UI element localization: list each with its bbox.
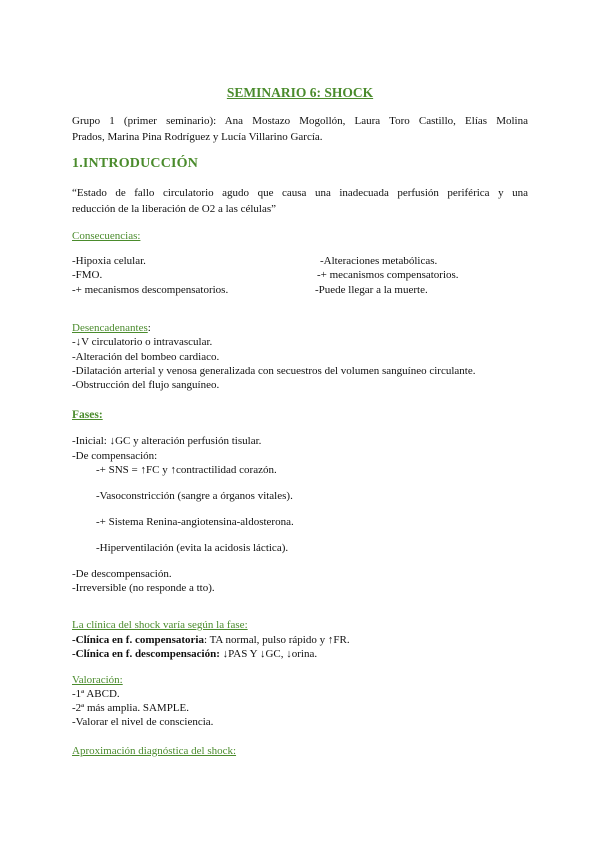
fases-heading: Fases: [72, 409, 103, 421]
fase-descompensacion: -De descompensación. [72, 568, 172, 580]
definition-quote-line-2: reducción de la liberación de O2 a las células” [72, 203, 277, 215]
clinica-descompensacion: -Clínica en f. descompensación: ↓PAS Y ↓GC, ↓orina. [72, 648, 318, 660]
definition-quote-line-1: “Estado de fallo circulatorio agudo que causa una inadecuada perfusión periférica y una [72, 187, 528, 199]
consecuencia-item: -Hipoxia celular. [72, 255, 146, 267]
consecuencia-item: -Puede llegar a la muerte. [315, 284, 428, 296]
desencadenante-item: -Dilatación arterial y venosa generalizada con secuestros del volumen sanguíneo circulante. [72, 365, 476, 377]
fase-sub-item: -+ SNS = ↑FC y ↑contractilidad corazón. [96, 464, 277, 476]
fase-sub-item: -+ Sistema Renina-angiotensina-aldosterona. [96, 516, 294, 528]
desencadenante-item: -↓V circulatorio o intravascular. [72, 336, 213, 348]
aproximacion-heading: Aproximación diagnóstica del shock: [72, 745, 237, 757]
fase-sub-item: -Hiperventilación (evita la acidosis láctica). [96, 542, 289, 554]
desencadenante-item: -Obstrucción del flujo sanguíneo. [72, 379, 220, 391]
valoracion-item: -1ª ABCD. [72, 688, 120, 700]
authors-line-1: Grupo 1 (primer seminario): Ana Mostazo Mogollón, Laura Toro Castillo, Elías Molina [72, 115, 528, 127]
desencadenantes-heading: Desencadenantes: [72, 322, 151, 334]
clinica-heading: La clínica del shock varía según la fase: [72, 619, 248, 631]
fase-sub-item: -Vasoconstricción (sangre a órganos vitales). [96, 490, 293, 502]
consecuencia-item: -FMO. [72, 269, 103, 281]
fase-irreversible: -Irreversible (no responde a tto). [72, 582, 215, 594]
section-heading-introduccion: 1.INTRODUCCIÓN [72, 156, 199, 171]
consecuencia-item: -+ mecanismos compensatorios. [317, 269, 459, 281]
valoracion-item: -2ª más amplia. SAMPLE. [72, 702, 189, 714]
fase-compensacion: -De compensación: [72, 450, 158, 462]
valoracion-item: -Valorar el nivel de consciencia. [72, 716, 214, 728]
page-title: SEMINARIO 6: SHOCK [226, 85, 374, 100]
clinica-compensatoria: -Clínica en f. compensatoria: TA normal, pulso rápido y ↑FR. [72, 634, 350, 646]
consecuencia-item: -+ mecanismos descompensatorios. [72, 284, 229, 296]
desencadenante-item: -Alteración del bombeo cardiaco. [72, 351, 220, 363]
authors-line-2: Prados, Marina Pina Rodríguez y Lucía Villarino García. [72, 131, 323, 143]
valoracion-heading: Valoración: [72, 674, 123, 686]
fase-inicial: -Inicial: ↓GC y alteración perfusión tisular. [72, 435, 262, 447]
consecuencia-item: -Alteraciones metabólicas. [320, 255, 438, 267]
consecuencias-heading: Consecuencias: [72, 230, 141, 242]
